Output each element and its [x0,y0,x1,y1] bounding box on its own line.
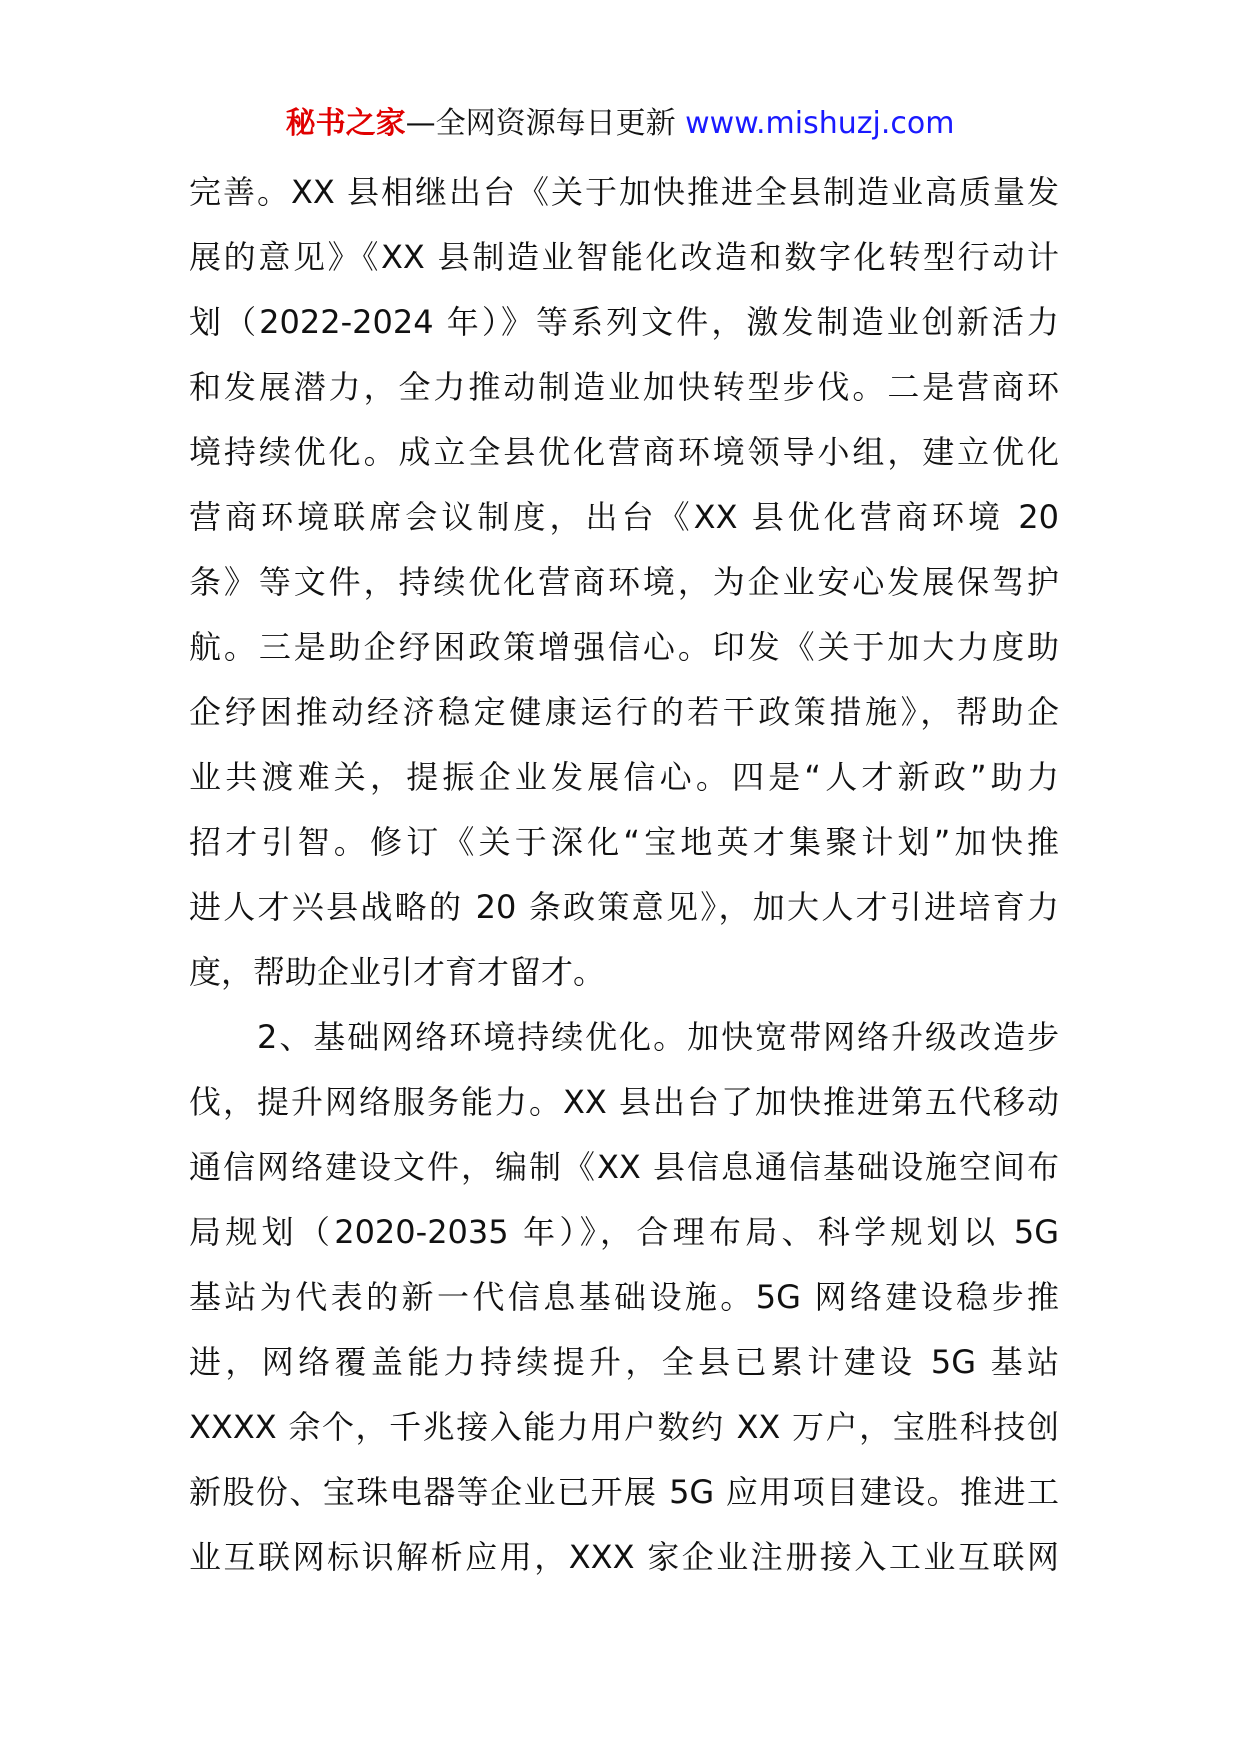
text-line: 条》等文件，持续优化营商环境，为企业安心发展保驾护 [189,563,1059,601]
site-brand: 秘书之家 [285,106,406,141]
text-line: 进人才兴县战略的 20 条政策意见》，加大人才引进培育力 [189,888,1059,926]
text-line: 伐，提升网络服务能力。XX 县出台了加快推进第五代移动 [189,1083,1059,1121]
text-line: 展的意见》《XX 县制造业智能化改造和数字化转型行动计 [189,238,1059,276]
site-url-link[interactable]: www.mishuzj.com [685,106,955,141]
text-line: 和发展潜力，全力推动制造业加快转型步伐。二是营商环 [189,368,1059,406]
text-line: 航。三是助企纾困政策增强信心。印发《关于加大力度助 [189,628,1059,666]
text-line: 业共渡难关，提振企业发展信心。四是“人才新政”助力 [189,758,1059,796]
site-tagline: —全网资源每日更新 [405,106,676,141]
text-line: 2、基础网络环境持续优化。加快宽带网络升级改造步 [189,1018,1059,1056]
text-line: 划（2022-2024 年）》等系列文件，激发制造业创新活力 [189,303,1059,341]
text-line: 通信网络建设文件，编制《XX 县信息通信基础设施空间布 [189,1148,1059,1186]
text-line: XXXX 余个，千兆接入能力用户数约 XX 万户，宝胜科技创 [189,1408,1059,1446]
text-line: 度，帮助企业引才育才留才。 [189,953,606,991]
text-line: 业互联网标识解析应用，XXX 家企业注册接入工业互联网 [189,1538,1059,1576]
text-line: 完善。XX 县相继出台《关于加快推进全县制造业高质量发 [189,173,1059,211]
text-line: 进，网络覆盖能力持续提升，全县已累计建设 5G 基站 [189,1343,1059,1381]
text-line: 营商环境联席会议制度，出台《XX 县优化营商环境 20 [189,498,1059,536]
document-body [189,160,1059,1590]
text-line: 新股份、宝珠电器等企业已开展 5G 应用项目建设。推进工 [189,1473,1059,1511]
text-line: 招才引智。修订《关于深化“宝地英才集聚计划”加快推 [189,823,1059,861]
text-line: 境持续优化。成立全县优化营商环境领导小组，建立优化 [189,433,1059,471]
text-line: 企纾困推动经济稳定健康运行的若干政策措施》，帮助企 [189,693,1059,731]
text-line: 基站为代表的新一代信息基础设施。5G 网络建设稳步推 [189,1278,1059,1316]
text-line: 局规划（2020-2035 年）》，合理布局、科学规划以 5G [189,1213,1059,1251]
page-header [0,104,1240,144]
